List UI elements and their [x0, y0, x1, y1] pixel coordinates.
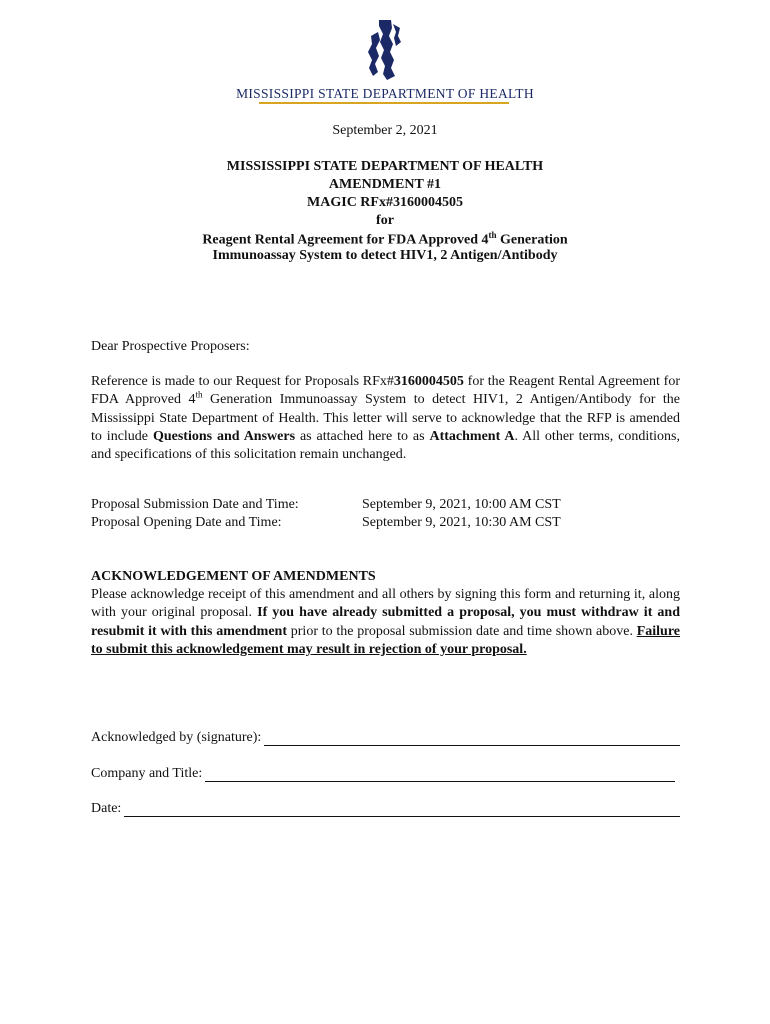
agency-name: MISSISSIPPI STATE DEPARTMENT OF HEALTH	[236, 86, 534, 101]
opening-date-label: Proposal Opening Date and Time:	[91, 515, 282, 530]
title-amendment: AMENDMENT #1	[328, 177, 442, 192]
date-line[interactable]	[124, 803, 680, 817]
submission-date-label: Proposal Submission Date and Time:	[91, 497, 299, 512]
signature-field[interactable]	[91, 730, 680, 746]
company-title-label: Company and Title:	[91, 766, 203, 781]
title-agency: MISSISSIPPI STATE DEPARTMENT OF HEALTH	[226, 159, 544, 174]
submission-date-value: September 9, 2021, 10:00 AM CST	[362, 497, 561, 512]
mississippi-state-logo-icon	[365, 18, 405, 82]
date-field[interactable]	[91, 801, 680, 817]
signature-line[interactable]	[264, 732, 680, 746]
opening-date-row	[91, 515, 561, 531]
submission-date-row	[91, 497, 561, 513]
title-subject: Reagent Rental Agreement for FDA Approved 4th Generation	[202, 230, 568, 248]
acknowledgement-paragraph: Please acknowledge receipt of this amendment and all others by signing this form and returning it, along with your original proposal. If you have already submitted a proposal, you must withdraw it and resubmit it with this amendment prior to the proposal submission date and time shown above. Failure to submit this acknowledgement may result in rejection of your proposal.	[91, 587, 681, 657]
title-for: for	[376, 213, 394, 228]
date-label: Date:	[91, 801, 122, 816]
agency-logo	[0, 18, 770, 87]
salutation: Dear Prospective Proposers:	[91, 339, 250, 354]
reference-paragraph: Reference is made to our Request for Proposals RFx#3160004505 for the Reagent Rental Agreement for FDA Approved 4th Generation Immunoassay System to detect HIV1, 2 Antigen/Antibody for the Mississippi State Department of Health. This letter will serve to acknowledge that the RFP is amended to include Questions and Answers as attached here to as Attachment A. All other terms, conditions, and specifications of this solicitation remain unchanged.	[91, 374, 680, 463]
company-title-line[interactable]	[205, 768, 675, 782]
company-title-field[interactable]	[91, 766, 675, 782]
title-subject-cont: Immunoassay System to detect HIV1, 2 Antigen/Antibody	[212, 248, 558, 263]
opening-date-value: September 9, 2021, 10:30 AM CST	[362, 515, 561, 530]
signature-label: Acknowledged by (signature):	[91, 730, 262, 745]
agency-divider	[259, 102, 509, 104]
title-rfx: MAGIC RFx#3160004505	[307, 195, 463, 210]
letter-date: September 2, 2021	[332, 123, 438, 138]
acknowledgement-heading: ACKNOWLEDGEMENT OF AMENDMENTS	[91, 569, 376, 584]
